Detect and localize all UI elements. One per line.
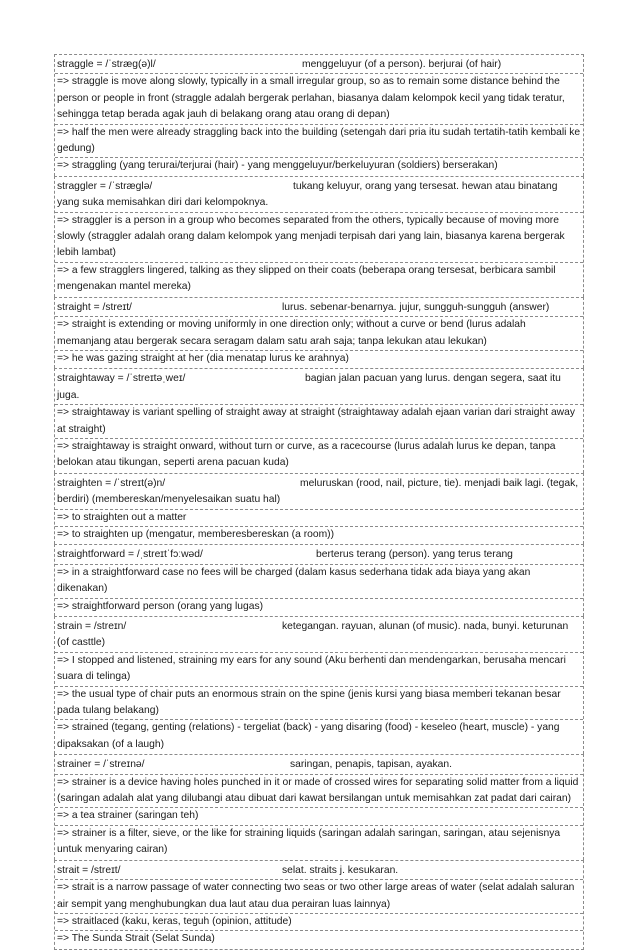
dictionary-entry (54, 616, 584, 754)
entry-headword-line (57, 476, 581, 509)
entry-headword-line (57, 547, 581, 563)
entry-example-line: => straight is extending or moving uniformly in one direction only; without a curve or bend (lurus adalah memanjang atau bergerak secara seragam dalam satu arah saja; tanpa lekukan atau lekukan) (55, 316, 583, 350)
entry-definition: bagian jalan pacuan yang lurus. dengan segera, saat itu juga. (57, 373, 561, 401)
entry-example-line: => straitlaced (kaku, keras, teguh (opinion, attitude) (55, 913, 583, 930)
dictionary-entry (54, 473, 584, 545)
entry-example-line: => straggle is move along slowly, typically in a small irregular group, so as to remain some distance behind the person or people in front (straggle adalah bergerak perlahan, biasanya dalam kelompok kecil yang tidak teratur, sehingga tetap berada agak jauh di belakang orang atau orang di depan) (55, 73, 583, 123)
entry-example-line: => a few stragglers lingered, talking as they slipped on their coats (beberapa orang tersesat, berbicara sambil mengenakan mantel mereka) (55, 262, 583, 296)
entry-example-line: => strainer is a filter, sieve, or the like for straining liquids (saringan adalah saringan, saringan, atau sejenisnya untuk menyaring cairan) (55, 825, 583, 859)
entry-headword-line (57, 371, 581, 404)
entry-definition: berterus terang (person). yang terus terang (316, 549, 513, 561)
entry-definition: saringan, penapis, tapisan, ayakan. (290, 759, 453, 771)
entry-headword-line (57, 619, 581, 652)
entry-term: straggle = /ˈstræɡ(ə)l/ (57, 59, 156, 70)
entry-term: straighten = /ˈstreɪt(ə)n/ (57, 477, 166, 489)
entry-example-line: => in a straightforward case no fees will be charged (dalam kasus sederhana tidak ada biaya yang akan dikenakan) (55, 564, 583, 598)
entry-example-line: => strained (tegang, genting (relations) - tergeliat (back) - yang disaring (food) - keseleo (heart, muscle) - yang dipaksakan (of a laugh) (55, 719, 583, 753)
entry-headword-line (57, 757, 581, 773)
entry-term: strait = /streɪt/ (57, 864, 121, 876)
entry-term: strainer = /ˈstreɪnə/ (57, 759, 145, 771)
entry-example-line: => straggler is a person in a group who becomes separated from the others, typically because of moving more slowly (straggler adalah orang dalam kelompok yang menjadi terpisah dari yang lain, biasanya karena bergerak lebih lambat) (55, 212, 583, 262)
entry-example-line: => the usual type of chair puts an enormous strain on the spine (jenis kursi yang biasa memberi tekanan besar pada tulang belakang) (55, 686, 583, 720)
dictionary-entry (54, 860, 584, 950)
entry-example-line: => I stopped and listened, straining my ears for any sound (Aku berhenti dan mendengarkan, berusaha mencari suara di telinga) (55, 652, 583, 686)
entry-term: straggler = /ˈstræɡlə/ (57, 180, 153, 192)
entry-example-line: => he was gazing straight at her (dia menatap lurus ke arahnya) (55, 350, 583, 367)
entry-headword-line (57, 179, 581, 212)
entry-example-line: => strait is a narrow passage of water connecting two seas or two other large areas of water (selat adalah saluran air sempit yang menghubungkan dua laut atau dua perairan luas lainnya) (55, 879, 583, 913)
entry-definition: lurus. sebenar-benarnya. jujur, sungguh-sungguh (answer) (282, 301, 550, 313)
entry-headword-line (57, 863, 581, 879)
entry-headword-line (57, 57, 581, 73)
dictionary-page (54, 54, 584, 950)
entry-term: straightforward = /ˌstreɪtˈfɔːwəd/ (57, 549, 203, 561)
dictionary-entry (54, 176, 584, 297)
dictionary-entry (54, 754, 584, 859)
entry-example-line: => a tea strainer (saringan teh) (55, 807, 583, 824)
entry-term: straight = /streɪt/ (57, 301, 132, 313)
entry-example-line: => straightaway is straight onward, without turn or curve, as a racecourse (lurus adalah lurus ke depan, tanpa belokan atau tikungan, seperti arena pacuan kuda) (55, 438, 583, 472)
dictionary-entry (54, 54, 584, 176)
dictionary-entry (54, 368, 584, 472)
entry-definition: selat. straits j. kesukaran. (282, 864, 399, 876)
entry-term: strain = /streɪn/ (57, 621, 127, 632)
dictionary-entry (54, 297, 584, 369)
entry-example-line: => straightforward person (orang yang lugas) (55, 598, 583, 615)
entry-definition: tukang keluyur, orang yang tersesat. hewan atau binatang yang suka memisahkan diri dari kelompoknya. (57, 180, 558, 209)
entry-definition: meluruskan (rood, nail, picture, tie). menjadi baik lagi. (tegak, berdiri) (membereskan/menyelesaikan suatu hal) (57, 477, 579, 506)
entry-definition: menggeluyur (of a person). berjurai (of hair) (302, 59, 502, 70)
entry-example-line: => straightaway is variant spelling of straight away at straight (straightaway adalah ejaan varian dari straight away at straight) (55, 404, 583, 438)
entry-example-line: => straggling (yang terurai/terjurai (hair) - yang menggeluyur/berkeluyuran (soldiers) berserakan) (55, 157, 583, 174)
entry-example-line: => to straighten up (mengatur, memberesbereskan (a room)) (55, 526, 583, 543)
dictionary-entry (54, 544, 584, 616)
entry-example-line: => strainer is a device having holes punched in it or made of crossed wires for separating solid matter from a liquid (saringan adalah alat yang dilubangi atau dibuat dari kawat bersilangan untuk memisahkan zat padat dari cairan) (55, 774, 583, 808)
entry-term: straightaway = /ˈstreɪtəˌweɪ/ (57, 373, 186, 385)
entry-example-line: => half the men were already straggling back into the building (setengah dari pria itu sudah tertatih-tatih kembali ke gedung) (55, 124, 583, 158)
entry-example-line: => The Sunda Strait (Selat Sunda) (55, 930, 583, 947)
entry-headword-line (57, 300, 581, 316)
entry-definition: ketegangan. rayuan, alunan (of music). nada, bunyi. keturunan (of casttle) (57, 621, 569, 649)
entry-example-line: => to straighten out a matter (55, 509, 583, 526)
